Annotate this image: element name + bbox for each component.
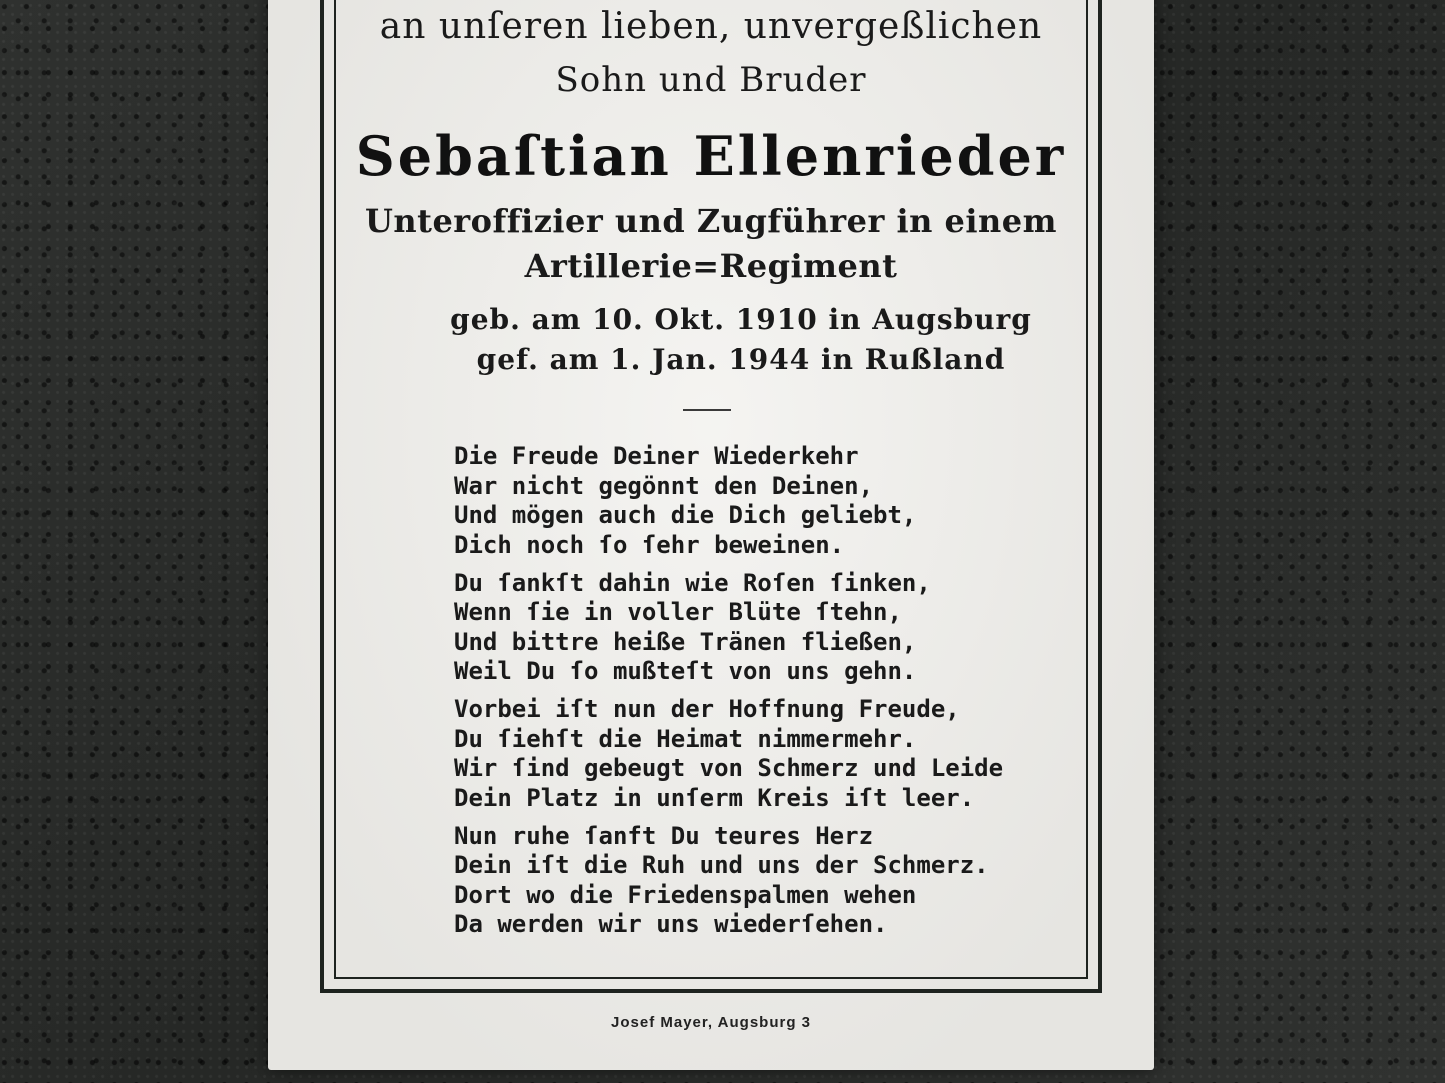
poem-line: Du ſankſt dahin wie Roſen ſinken, — [454, 568, 931, 597]
poem-stanza-2 — [454, 569, 1074, 687]
poem-line: Du ſiehſt die Heimat nimmermehr. — [454, 724, 917, 753]
poem-stanza-4 — [454, 822, 1074, 940]
poem-line: Weil Du ſo mußteſt von uns gehn. — [454, 657, 917, 685]
memorial-card — [268, 0, 1154, 1070]
intro-line-2: Sohn und Bruder — [555, 60, 867, 100]
poem-line: War nicht gegönnt den Deinen, — [454, 471, 874, 500]
intro-line-1: an unſeren lieben, unvergeßlichen — [379, 6, 1043, 47]
printer-imprint: Josef Mayer, Augsburg 3 — [611, 1014, 811, 1031]
poem-line: Dein iſt die Ruh und uns der Schmerz. — [454, 851, 989, 879]
poem-line: Da werden wir uns wiederſehen. — [454, 910, 888, 938]
deceased-name: Sebaſtian Ellenrieder — [355, 124, 1067, 188]
divider-rule — [683, 409, 731, 411]
intro-cut-off-line — [268, 0, 1154, 4]
poem-line: Und bittre heiße Tränen fließen, — [454, 627, 917, 656]
poem-line: Vorbei iſt nun der Hoffnung Freude, — [454, 695, 960, 723]
poem — [454, 442, 1074, 948]
rank-line-1: Unteroffizier und Zugführer in einem — [364, 202, 1057, 240]
poem-line: Dein Platz in unſerm Kreis iſt leer. — [454, 783, 975, 812]
poem-stanza-1 — [454, 442, 1074, 560]
poem-line: Dort wo die Friedenspalmen wehen — [454, 880, 917, 909]
poem-line: Dich noch ſo ſehr beweinen. — [454, 530, 845, 559]
poem-line: Nun ruhe ſanft Du teures Herz — [454, 821, 874, 850]
poem-stanza-3 — [454, 695, 1074, 813]
death-date-line: gef. am 1. Jan. 1944 in Rußland — [476, 343, 1006, 376]
poem-line: Wenn ſie in voller Blüte ſtehn, — [454, 598, 902, 626]
poem-line: Die Freude Deiner Wiederkehr — [454, 442, 859, 470]
poem-line: Und mögen auch die Dich geliebt, — [454, 501, 917, 529]
rank-line-2: Artillerie=Regiment — [524, 247, 898, 285]
birth-date-line: geb. am 10. Okt. 1910 in Augsburg — [450, 303, 1032, 336]
poem-line: Wir ſind gebeugt von Schmerz und Leide — [454, 754, 1004, 782]
